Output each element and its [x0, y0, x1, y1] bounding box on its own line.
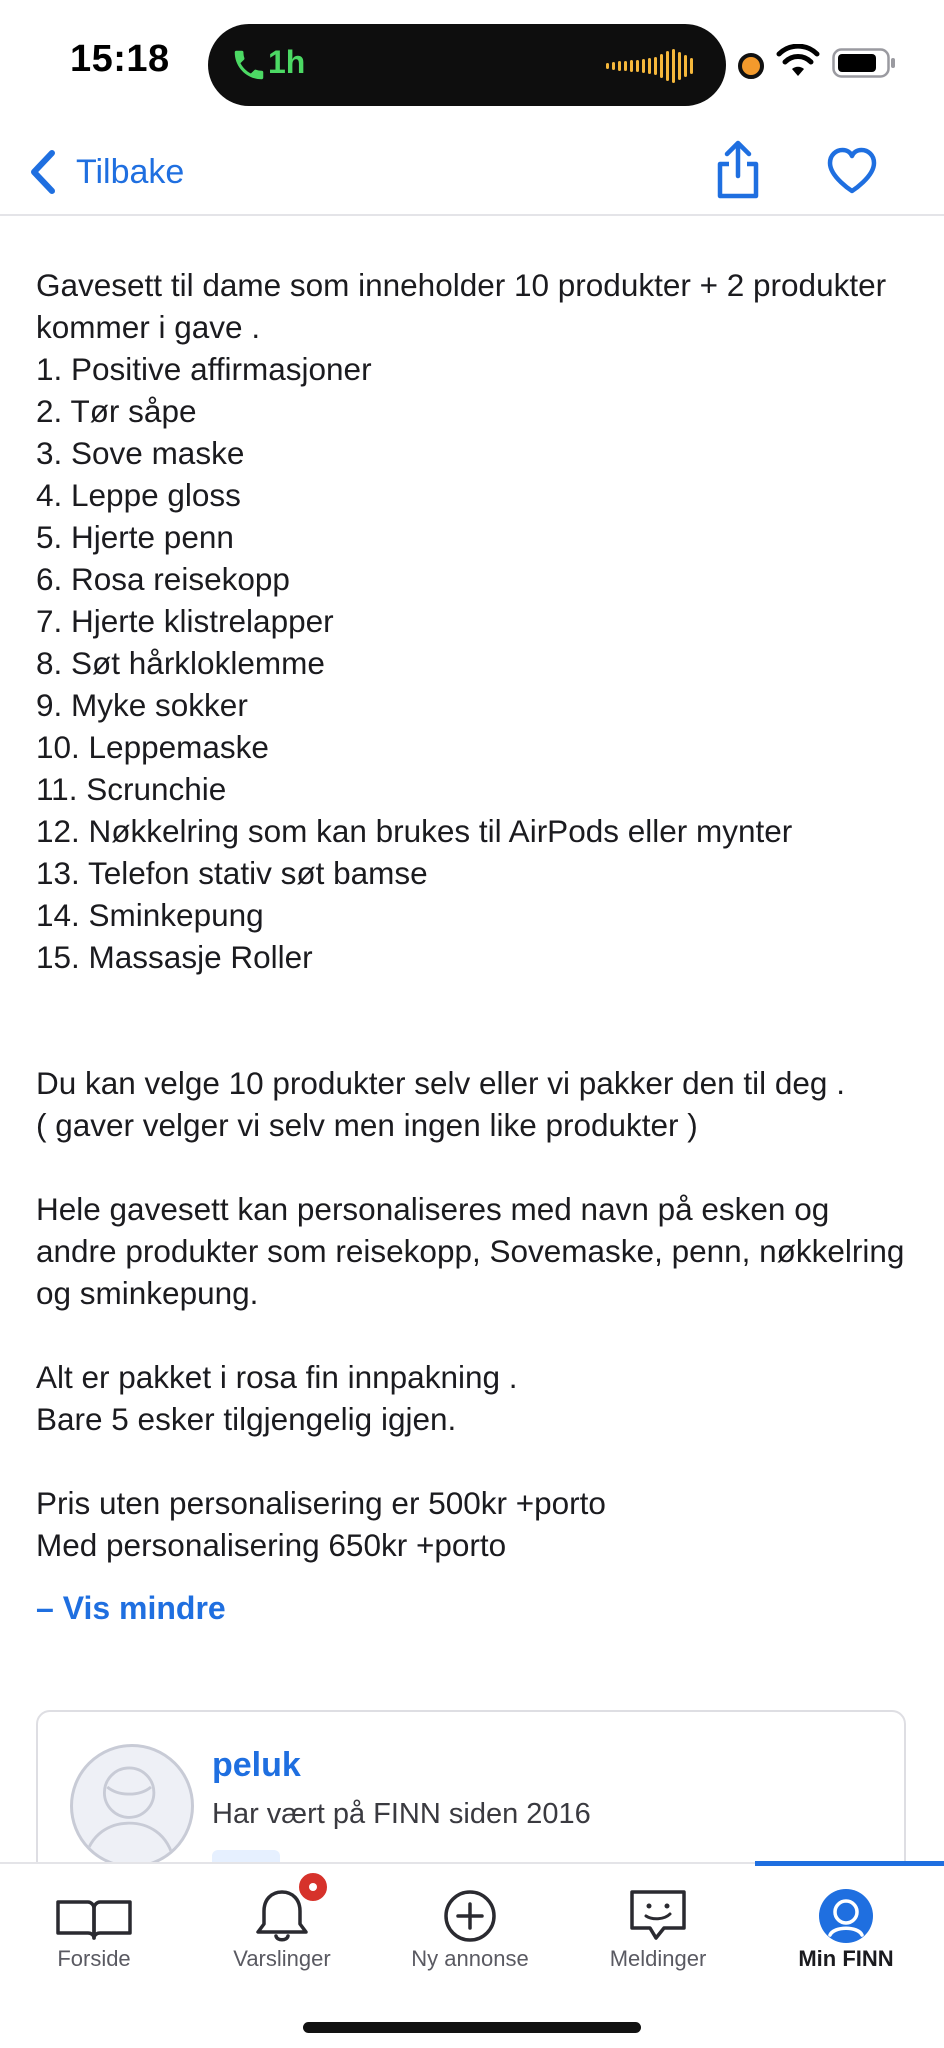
list-item: 7. Hjerte klistrelapper: [36, 603, 334, 639]
list-item: 13. Telefon stativ søt bamse: [36, 855, 428, 891]
seller-name[interactable]: peluk: [212, 1746, 301, 1784]
chat-icon: [618, 1886, 698, 1946]
plus-circle-icon: [430, 1886, 510, 1946]
list-item: 3. Sove maske: [36, 435, 245, 471]
recording-indicator: [738, 53, 764, 79]
list-item: 15. Massasje Roller: [36, 939, 313, 975]
price-personalized-text: Med personalisering 650kr +porto: [36, 1527, 507, 1563]
battery-icon: [832, 48, 896, 78]
tab-min-finn[interactable]: [752, 1864, 940, 1994]
ad-content[interactable]: [0, 216, 944, 1862]
list-item: 2. Tør såpe: [36, 393, 197, 429]
tab-bar: [0, 1862, 944, 2048]
list-item: 10. Leppemaske: [36, 729, 269, 765]
home-indicator[interactable]: [303, 2022, 641, 2033]
tab-label: Min FINN: [798, 1946, 894, 1971]
choose-text: Du kan velge 10 produkter selv eller vi pakker den til deg .: [36, 1065, 845, 1101]
price-text: Pris uten personalisering er 500kr +porto: [36, 1485, 606, 1521]
dynamic-island[interactable]: [208, 24, 726, 106]
description-intro: Gavesett til dame som inneholder 10 produkter + 2 produkter kommer i gave .: [36, 267, 887, 345]
tab-ny-annonse[interactable]: [376, 1864, 564, 1994]
list-item: 1. Positive affirmasjoner: [36, 351, 372, 387]
choose-note: ( gaver velger vi selv men ingen like produkter ): [36, 1107, 698, 1143]
list-item: 11. Scrunchie: [36, 771, 227, 807]
share-icon[interactable]: [714, 140, 762, 200]
packing-text: Alt er pakket i rosa fin innpakning .: [36, 1359, 518, 1395]
tab-meldinger[interactable]: [564, 1864, 752, 1994]
list-item: 9. Myke sokker: [36, 687, 248, 723]
show-less-link[interactable]: – Vis mindre: [36, 1590, 226, 1626]
wifi-icon: [776, 44, 820, 78]
tab-varslinger[interactable]: [188, 1864, 376, 1994]
avatar[interactable]: [70, 1744, 194, 1862]
stock-text: Bare 5 esker tilgjengelig igjen.: [36, 1401, 457, 1437]
tab-label: Ny annonse: [411, 1946, 529, 1971]
phone-icon: [230, 46, 268, 84]
rating-badge: [212, 1850, 280, 1862]
heart-icon[interactable]: [826, 142, 878, 200]
call-duration: 1h: [268, 44, 306, 80]
audio-waveform-icon: [606, 48, 698, 84]
book-icon: [54, 1886, 134, 1946]
back-label: Tilbake: [76, 152, 185, 191]
navigation-bar: [0, 130, 944, 216]
back-button[interactable]: [26, 142, 184, 202]
tab-label: Meldinger: [609, 1946, 707, 1971]
list-item: 4. Leppe gloss: [36, 477, 241, 513]
tab-forside[interactable]: [0, 1864, 188, 1994]
list-item: 8. Søt hårkloklemme: [36, 645, 325, 681]
tab-label: Forside: [57, 1946, 131, 1971]
chevron-left-icon: [26, 149, 60, 195]
list-item: 14. Sminkepung: [36, 897, 264, 933]
list-item: 6. Rosa reisekopp: [36, 561, 290, 597]
status-time: 15:18: [70, 38, 170, 80]
notification-badge: [296, 1870, 330, 1904]
seller-card[interactable]: [36, 1710, 906, 1862]
seller-member-since: Har vært på FINN siden 2016: [212, 1798, 591, 1830]
user-placeholder-icon: [73, 1747, 191, 1862]
personalize-text: Hele gavesett kan personaliseres med navn på esken og andre produkter som reisekopp, Sovemaske, penn, nøkkelring og sminkepung.: [36, 1191, 905, 1311]
ad-description: [36, 216, 916, 1566]
status-bar: [0, 0, 944, 130]
profile-icon: [806, 1886, 886, 1946]
list-item: 5. Hjerte penn: [36, 519, 234, 555]
list-item: 12. Nøkkelring som kan brukes til AirPods eller mynter: [36, 813, 793, 849]
tab-label: Varslinger: [233, 1946, 331, 1971]
